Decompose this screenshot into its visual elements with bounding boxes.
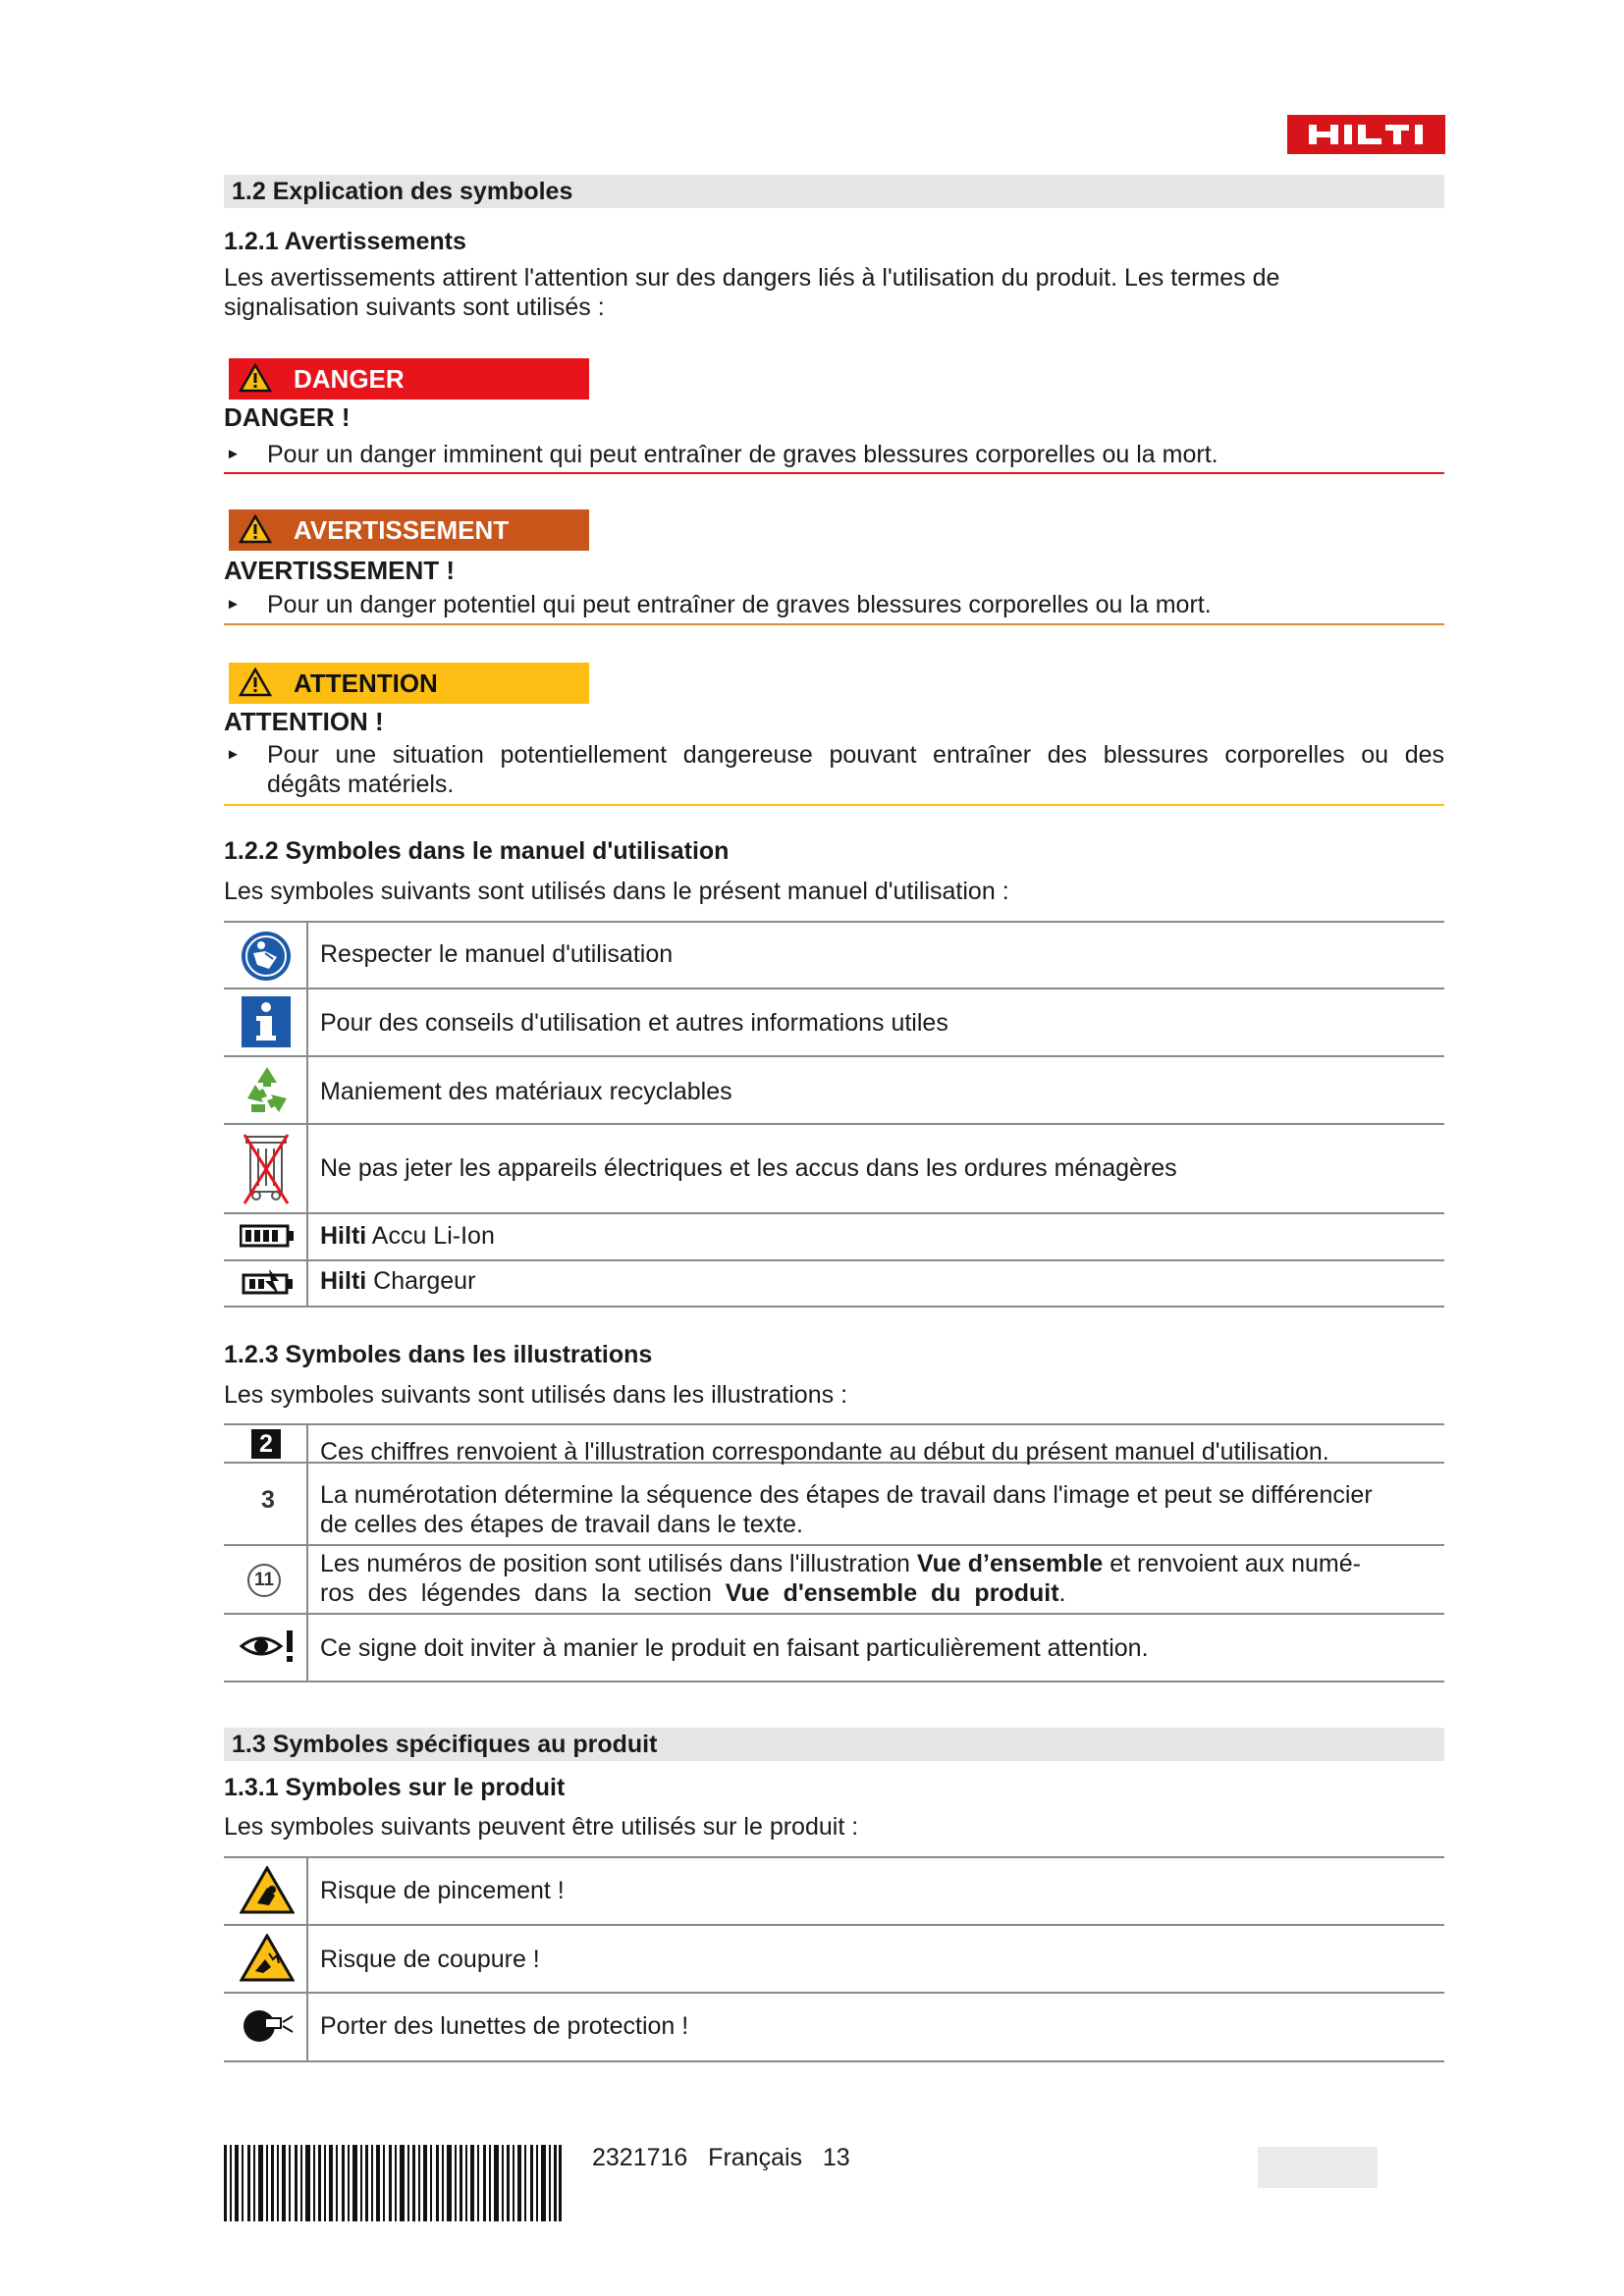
barcode [224,2145,562,2221]
s122-intro: Les symboles suivants sont utilisés dans le présent manuel d'utilisation : [224,878,1009,905]
attention-text-line2: dégâts matériels. [267,771,455,798]
figure-number-icon: 2 [251,1429,281,1459]
table-rule [224,1306,1444,1308]
info-icon [242,996,291,1047]
danger-signal-label [229,358,589,400]
cut-warning-icon [240,1934,295,1983]
table-divider [306,921,308,1308]
page-number: 13 [822,2144,850,2171]
product-symbol-text-1: Risque de pincement ! [320,1877,565,1904]
manual-symbol-text-3: Maniement des matériaux recyclables [320,1078,732,1105]
bullet-icon: ► [226,446,241,462]
position-number-icon: 11 [247,1564,281,1597]
product-symbol-text-2: Risque de coupure ! [320,1946,540,1973]
page-footer [592,2144,850,2172]
illustration-text-3b [320,1578,1065,1608]
danger-heading: DANGER ! [224,402,351,432]
battery-icon [240,1224,295,1248]
danger-bullet [224,440,1444,469]
illustration-text-2a: La numérotation détermine la séquence des étapes de travail dans l'image et peut se différencier [320,1481,1373,1509]
charger-text: Chargeur [366,1267,476,1295]
manual-symbol-text-6 [320,1266,475,1296]
danger-label-text: DANGER [294,364,405,394]
safety-glasses-icon [240,2006,295,2046]
battery-text: Accu Li-Ion [366,1222,495,1250]
table-rule [224,1613,1444,1615]
illustration-text-1: Ces chiffres renvoient à l'illustration correspondante au début du présent manuel d'utilisation. [320,1438,1329,1466]
section-heading-1-3: 1.3 Symboles spécifiques au produit [224,1728,1444,1761]
illustration-text-4: Ce signe doit inviter à manier le produit en faisant particulièrement attention. [320,1634,1149,1662]
table-rule [224,1259,1444,1261]
table-rule [224,1544,1444,1546]
step-number-icon: 3 [261,1486,275,1514]
language: Français [708,2144,803,2171]
warning-triangle-icon [239,514,272,544]
avertissement-bullet [224,590,1444,619]
product-symbol-text-3: Porter des lunettes de protection ! [320,2012,689,2040]
eye-attention-icon [240,1629,297,1664]
danger-text: Pour un danger imminent qui peut entraîner de graves blessures corporelles ou la mort. [267,441,1218,468]
s131-intro: Les symboles suivants peuvent être utilisés sur le produit : [224,1813,859,1841]
bullet-icon: ► [226,746,241,763]
subheading-1-2-2: 1.2.2 Symboles dans le manuel d'utilisation [224,837,730,865]
hilti-logo [1287,115,1445,154]
recycle-icon [242,1065,293,1114]
bold-run: Vue d’ensemble [916,1550,1104,1577]
illustration-text-2b: de celles des étapes de travail dans le texte. [320,1511,803,1538]
illustration-text-3a [320,1549,1361,1578]
table-rule [224,921,1444,923]
attention-signal-label [229,663,589,704]
table-rule [224,1055,1444,1057]
attention-text-line1: Pour une situation potentiellement dangereuse pouvant entraîner des blessures corporelles ou des [267,741,1444,769]
subheading-1-2-3: 1.2.3 Symboles dans les illustrations [224,1341,653,1368]
intro-line-1: Les avertissements attirent l'attention sur des dangers liés à l'utilisation du produit. Les termes de [224,264,1280,292]
subheading-1-3-1: 1.3.1 Symboles sur le produit [224,1774,566,1801]
warning-triangle-icon [239,363,272,393]
attention-bullet [224,740,1444,799]
attention-label-text: ATTENTION [294,668,438,698]
doc-number: 2321716 [592,2144,688,2171]
avertissement-heading: AVERTISSEMENT ! [224,556,455,585]
text-run: . [1058,1579,1066,1607]
text-run: et renvoient aux numé- [1103,1550,1361,1577]
manual-symbol-text-4: Ne pas jeter les appareils électriques et les accus dans les ordures ménagères [320,1154,1177,1182]
table-rule [224,1681,1444,1682]
table-rule [224,1924,1444,1926]
table-rule [224,1123,1444,1125]
intro-line-2: signalisation suivants sont utilisés : [224,294,605,321]
brand-bold: Hilti [320,1267,367,1295]
avertissement-rule [224,623,1444,625]
manual-symbol-text-2: Pour des conseils d'utilisation et autres informations utiles [320,1009,948,1037]
table-rule [224,988,1444,989]
table-rule [224,2060,1444,2062]
avertissement-signal-label [229,509,589,551]
bold-run: Vue d'ensemble du produit [725,1579,1059,1607]
subheading-1-2-1: 1.2.1 Avertissements [224,228,466,255]
charger-icon [240,1267,295,1299]
footer-grey-box [1258,2147,1378,2188]
table-rule [224,1212,1444,1214]
manual-symbol-text-1: Respecter le manuel d'utilisation [320,940,674,968]
pinch-warning-icon [240,1866,295,1915]
avertissement-text: Pour un danger potentiel qui peut entraîner de graves blessures corporelles ou la mort. [267,591,1212,618]
bullet-icon: ► [226,596,241,613]
crossed-bin-icon [243,1131,290,1207]
s123-intro: Les symboles suivants sont utilisés dans les illustrations : [224,1381,848,1409]
danger-rule [224,472,1444,474]
warning-triangle-icon [239,667,272,697]
attention-heading: ATTENTION ! [224,707,384,736]
text-run: Les numéros de position sont utilisés dans l'illustration [320,1550,917,1577]
read-manual-icon [240,930,293,983]
section-heading-1-2: 1.2 Explication des symboles [224,175,1444,208]
text-run: ros des légendes dans la section [320,1579,726,1607]
table-divider [306,1856,308,2062]
table-rule [224,1423,1444,1425]
table-rule [224,1992,1444,1994]
attention-rule [224,804,1444,806]
manual-symbol-text-5 [320,1221,495,1251]
brand-bold: Hilti [320,1222,367,1250]
avertissement-label-text: AVERTISSEMENT [294,515,510,545]
table-rule [224,1856,1444,1858]
